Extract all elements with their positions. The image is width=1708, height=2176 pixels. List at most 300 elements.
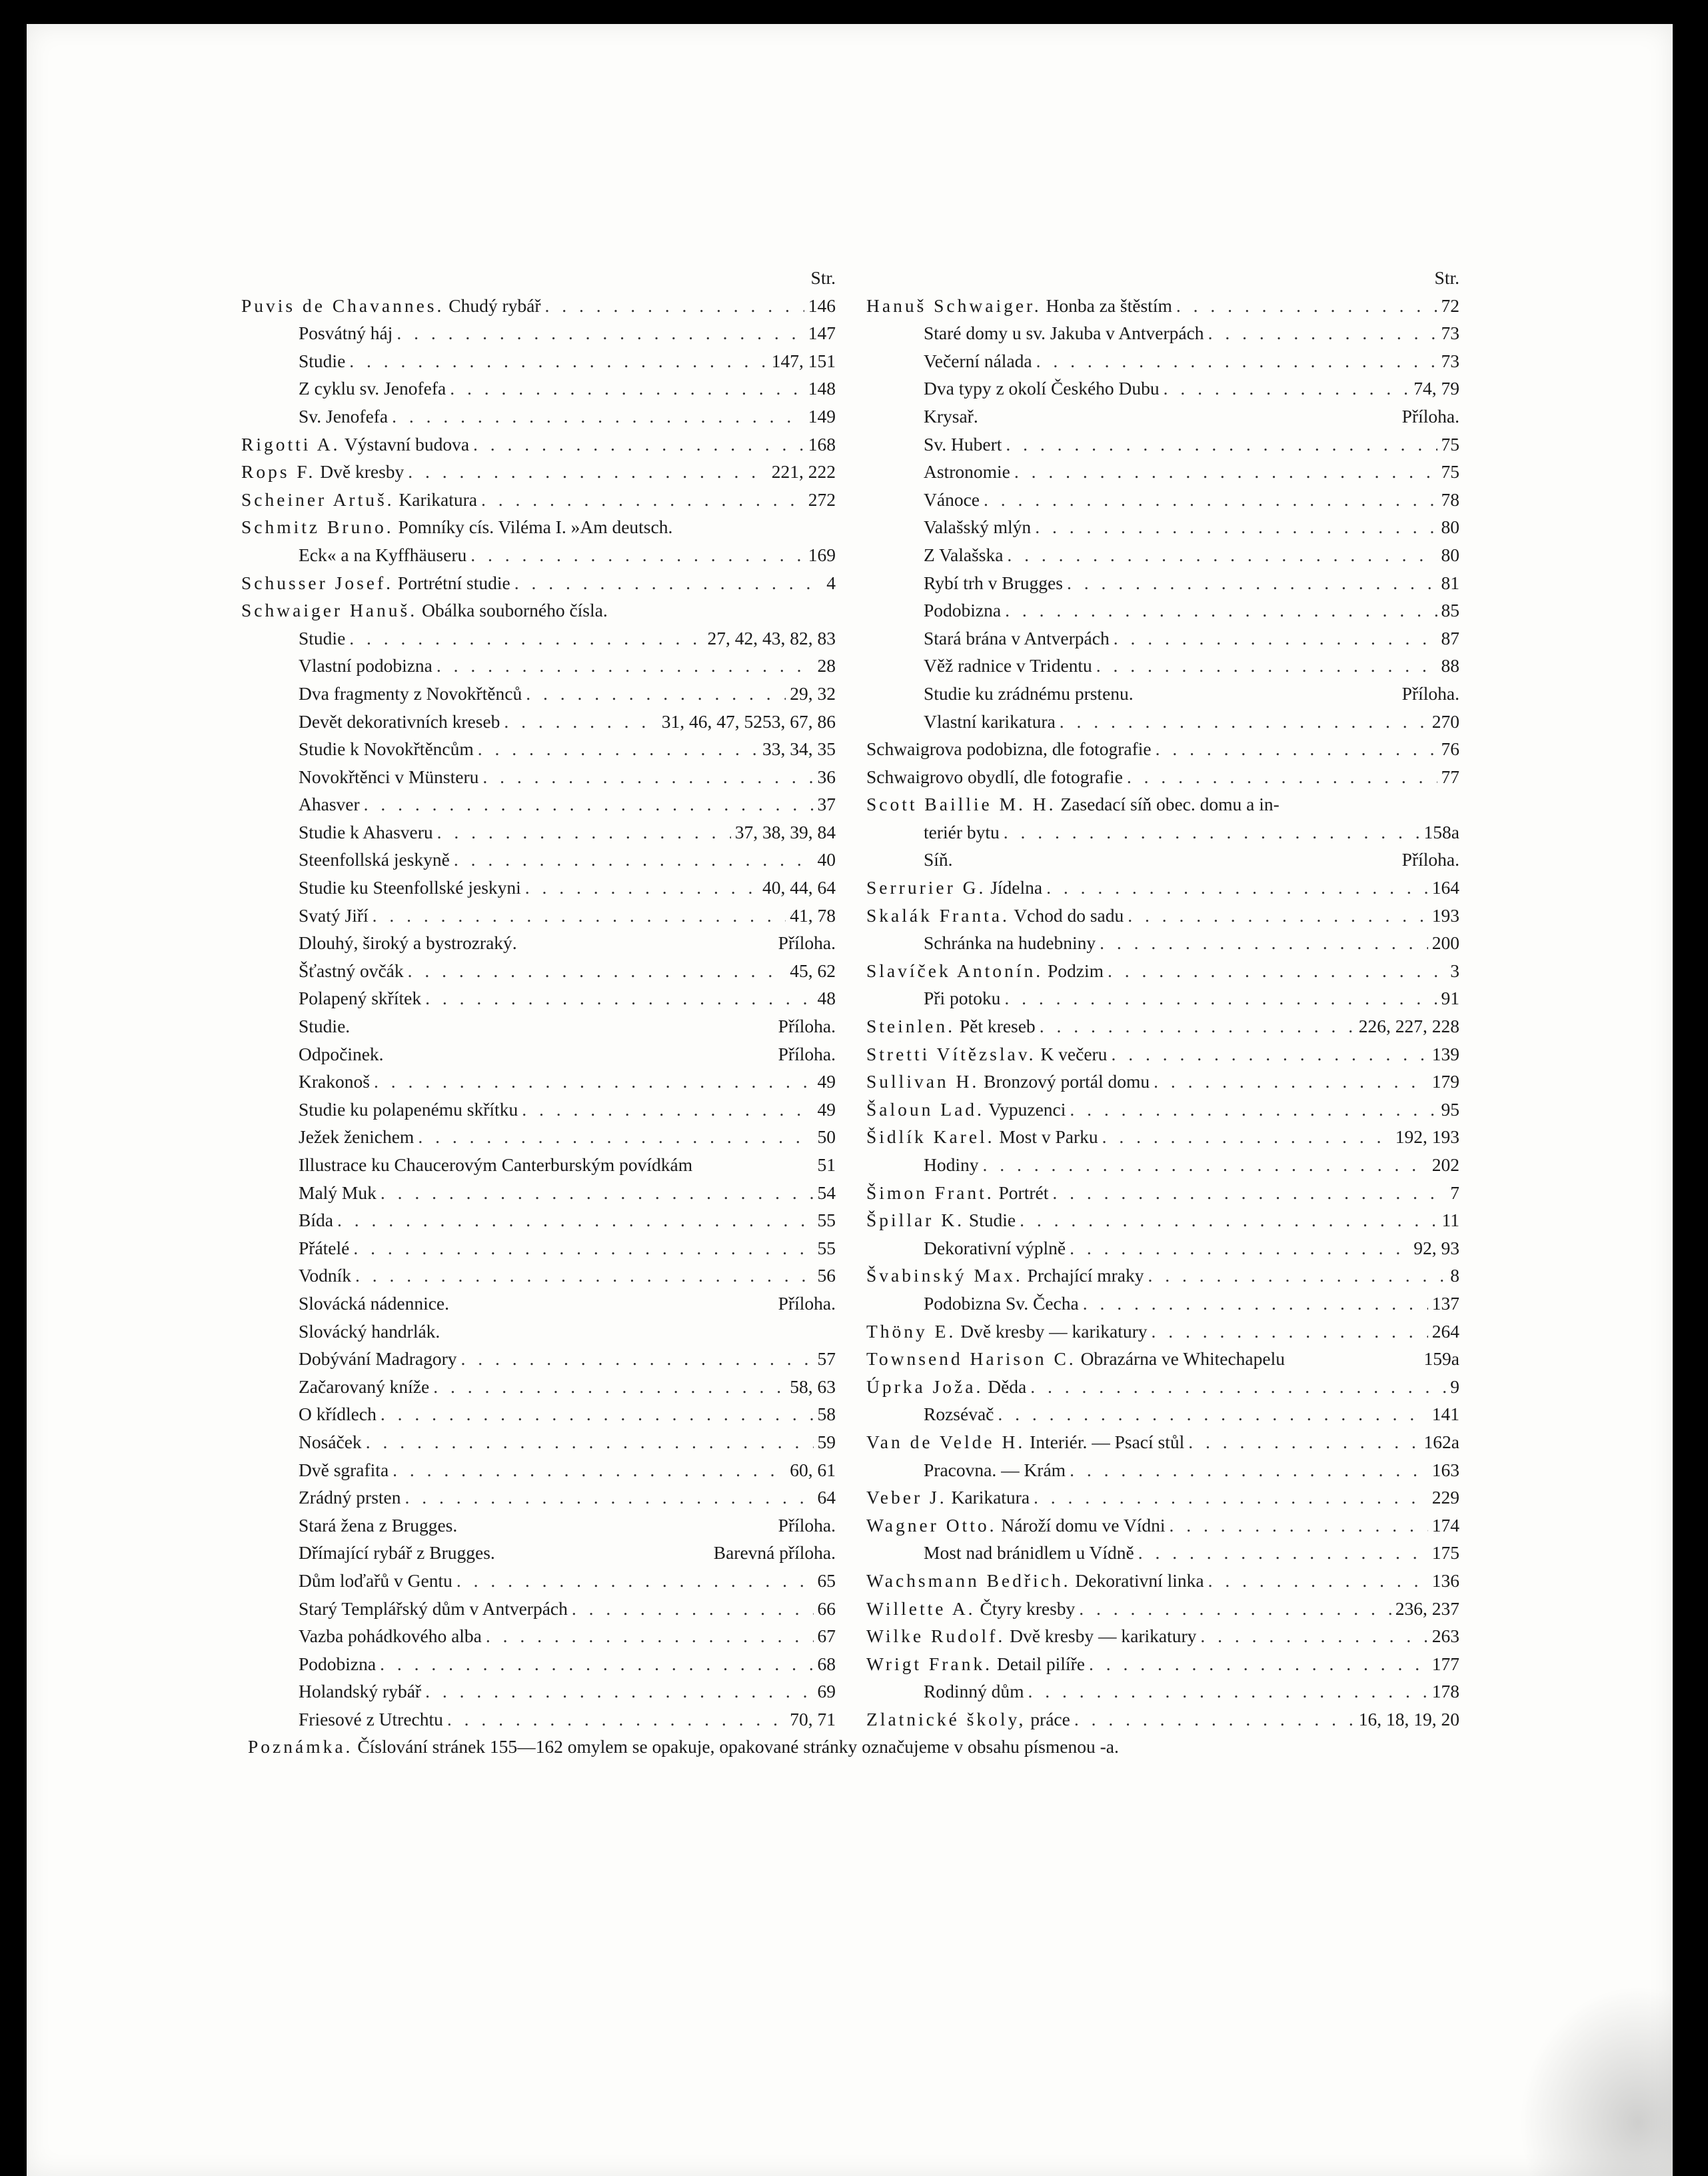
index-entry	[866, 1179, 1459, 1207]
entry-page: Barevná příloha.	[713, 1542, 836, 1564]
index-entry	[241, 1096, 836, 1124]
entry-name	[866, 1262, 1144, 1290]
entry-page: 45, 62	[790, 960, 836, 981]
entry-title: Rodinný dům	[924, 1681, 1024, 1702]
entry-name	[299, 1484, 401, 1512]
index-entry	[241, 1677, 836, 1705]
entry-title: Friesové z Utrechtu	[299, 1708, 443, 1729]
entry-name	[299, 347, 345, 375]
entry-page: 58	[817, 1404, 836, 1425]
entry-name	[241, 431, 469, 459]
entry-page: 59	[817, 1431, 836, 1452]
entry-author: Willette A.	[866, 1598, 976, 1619]
entry-title: Studie k Ahasveru	[299, 821, 433, 842]
index-entry	[866, 846, 1459, 874]
dot-leader	[998, 1400, 1427, 1428]
entry-author: Townsend Harison C.	[866, 1348, 1076, 1370]
index-entry	[241, 818, 836, 846]
entry-name	[924, 541, 1003, 569]
entry-page: Příloha.	[1401, 849, 1459, 870]
dot-leader	[478, 735, 758, 763]
dot-leader	[337, 1206, 814, 1234]
dot-leader	[349, 347, 767, 375]
index-entry	[866, 1068, 1459, 1096]
index-entry	[866, 431, 1459, 459]
entry-name	[924, 486, 980, 514]
dot-leader	[1170, 1512, 1428, 1540]
index-entry	[241, 292, 836, 320]
entry-title: Dvě kresby — karikatury	[1010, 1626, 1197, 1647]
dot-leader	[1208, 319, 1437, 347]
entry-page: 264	[1431, 1320, 1459, 1342]
entry-author: Wachsmann Bedřich.	[866, 1570, 1071, 1591]
entry-name	[924, 984, 1000, 1012]
dot-leader	[1060, 708, 1428, 736]
entry-page: 137	[1431, 1292, 1459, 1314]
entry-author: Úprka Joža.	[866, 1376, 984, 1397]
index-entry	[866, 708, 1459, 736]
entry-title: Podobizna	[299, 1653, 377, 1674]
entry-title: Stará žena z Brugges.	[299, 1514, 458, 1536]
dot-leader	[1127, 763, 1437, 791]
index-entry	[866, 1595, 1459, 1623]
entry-name	[299, 680, 522, 708]
dot-leader	[1040, 1012, 1355, 1040]
index-entry	[866, 319, 1459, 347]
entry-page: 272	[808, 489, 836, 510]
dot-leader	[473, 431, 804, 459]
entry-title: Vazba pohádkového alba	[299, 1626, 482, 1647]
dot-leader	[355, 1262, 814, 1290]
entry-page: 37	[817, 794, 836, 815]
index-entry	[866, 1206, 1459, 1234]
index-entry	[241, 1650, 836, 1678]
entry-title: Valašský mlýn	[924, 517, 1032, 538]
entry-name	[866, 1318, 1148, 1346]
dot-leader	[349, 624, 703, 652]
entry-page: 66	[817, 1598, 836, 1619]
entry-title: Vodník	[299, 1265, 351, 1286]
dot-leader	[381, 1400, 814, 1428]
entry-author: Steinlen.	[866, 1016, 956, 1037]
entry-page: 77	[1441, 766, 1459, 787]
entry-name	[299, 1123, 414, 1151]
entry-title: Dřímající rybář z Brugges.	[299, 1542, 495, 1564]
entry-author: Schusser Josef.	[241, 572, 394, 593]
entry-name	[866, 1179, 1048, 1207]
entry-name	[299, 375, 446, 403]
entry-page: 229	[1431, 1487, 1459, 1508]
index-entry	[866, 1318, 1459, 1346]
index-entry	[866, 874, 1459, 902]
entry-page: Příloha.	[778, 1016, 836, 1037]
dot-leader	[1005, 596, 1437, 624]
index-entry	[241, 680, 836, 708]
dot-leader	[436, 652, 814, 680]
entry-title: Studie.	[299, 1016, 351, 1037]
entry-name	[924, 680, 1134, 708]
entry-name	[299, 1567, 452, 1595]
entry-page: 49	[817, 1098, 836, 1120]
index-entry	[241, 375, 836, 403]
entry-author: Schmitz Bruno.	[241, 517, 394, 538]
index-entry	[866, 1096, 1459, 1124]
entry-author: Serrurier G.	[866, 877, 986, 898]
dot-leader	[408, 957, 786, 985]
entry-name	[866, 1650, 1085, 1678]
index-entry	[866, 1484, 1459, 1512]
entry-page: 37, 38, 39, 84	[734, 821, 836, 842]
dot-leader	[1100, 929, 1428, 957]
dot-leader	[1138, 1539, 1428, 1567]
entry-page: 33, 34, 35	[762, 738, 836, 760]
dot-leader	[1164, 375, 1410, 403]
dot-leader	[1070, 1096, 1437, 1124]
entry-name	[924, 347, 1032, 375]
dot-leader	[1007, 541, 1437, 569]
entry-page: 80	[1441, 517, 1459, 538]
index-entry	[241, 1567, 836, 1595]
entry-page: 7	[1450, 1182, 1459, 1203]
entry-title: Dlouhý, široký a bystrozraký.	[299, 932, 517, 954]
entry-title: Dva fragmenty z Novokřtěnců	[299, 682, 522, 704]
entry-title: Stará brána v Antverpách	[924, 627, 1110, 648]
dot-leader	[393, 1456, 786, 1484]
entry-name	[924, 596, 1001, 624]
dot-leader	[408, 458, 767, 486]
entry-name	[866, 1622, 1196, 1650]
index-entry	[241, 1622, 836, 1650]
entry-title: Při potoku	[924, 988, 1001, 1009]
index-entry	[241, 347, 836, 375]
entry-name	[866, 790, 1280, 818]
dot-leader	[522, 1096, 813, 1124]
entry-title: Karikatura	[399, 489, 478, 510]
entry-title: Polapený skřítek	[299, 988, 422, 1009]
entry-name	[924, 1677, 1024, 1705]
entry-author: Van de Velde H.	[866, 1431, 1026, 1452]
entry-title: Studie	[299, 350, 346, 371]
entry-page: 3	[1450, 960, 1459, 981]
entry-name	[299, 790, 360, 818]
entry-title: Portrét	[998, 1182, 1049, 1203]
index-entry	[241, 735, 836, 763]
dot-leader	[1074, 1705, 1355, 1733]
entry-author: Rops F.	[241, 461, 316, 483]
entry-page: 27, 42, 43, 82, 83	[707, 627, 836, 648]
entry-name	[299, 624, 345, 652]
entry-page: 85	[1441, 600, 1459, 621]
entry-page: 92, 93	[1413, 1237, 1459, 1258]
entry-page: 174	[1431, 1514, 1459, 1536]
entry-page: 76	[1441, 738, 1459, 760]
entry-title: Schwaigrovo obydlí, dle fotografie	[866, 766, 1123, 787]
entry-name	[924, 375, 1160, 403]
dot-leader	[1108, 957, 1446, 985]
dot-leader	[374, 1068, 814, 1096]
entry-author: Šidlík Karel.	[866, 1126, 995, 1148]
index-entry	[866, 1567, 1459, 1595]
entry-title: Staré domy u sv. Jakuba v Antverpách	[924, 323, 1204, 344]
entry-title: Interiér. — Psací stůl	[1030, 1431, 1185, 1452]
dot-leader	[397, 319, 804, 347]
entry-name	[299, 1428, 362, 1456]
dot-leader	[1035, 513, 1437, 541]
entry-name	[299, 652, 432, 680]
entry-page: 36	[817, 766, 836, 787]
index-entry	[866, 1373, 1459, 1401]
index-entry	[241, 929, 836, 957]
index-entry	[866, 1512, 1459, 1540]
dot-leader	[418, 1123, 813, 1151]
entry-page: 70, 71	[790, 1708, 836, 1729]
index-entry	[866, 790, 1459, 818]
index-entry	[866, 902, 1459, 930]
entry-list	[241, 292, 836, 1733]
dot-leader	[1067, 569, 1437, 597]
entry-page: 72	[1441, 295, 1459, 316]
index-entry	[241, 596, 836, 624]
dot-leader	[353, 1234, 813, 1262]
entry-title: Illustrace ku Chaucerovým Canterburským povídkám	[299, 1154, 693, 1175]
entry-title: Studie	[968, 1210, 1016, 1231]
dot-leader	[1070, 1234, 1409, 1262]
index-entry	[866, 1428, 1459, 1456]
entry-name	[299, 319, 393, 347]
entry-name	[299, 874, 521, 902]
index-entry	[866, 624, 1459, 652]
index-entry	[866, 1123, 1459, 1151]
entry-title: Studie ku zrádnému prstenu.	[924, 682, 1134, 704]
entry-page: 146	[808, 295, 836, 316]
entry-title: Sv. Hubert	[924, 433, 1002, 455]
entry-page: 221, 222	[771, 461, 836, 483]
index-entry	[241, 1206, 836, 1234]
entry-title: Karikatura	[951, 1487, 1030, 1508]
dot-leader	[545, 292, 804, 320]
index-entry	[241, 1539, 836, 1567]
dot-leader	[1036, 347, 1437, 375]
dot-leader	[381, 1179, 814, 1207]
entry-page: 81	[1441, 572, 1459, 593]
entry-title: Ježek ženichem	[299, 1126, 415, 1148]
entry-author: Šimon Frant.	[866, 1182, 994, 1203]
entry-title: Bronzový portál domu	[984, 1071, 1150, 1092]
entry-title: Nosáček	[299, 1431, 362, 1452]
entry-page: 31, 46, 47, 5253, 67, 86	[661, 710, 836, 732]
entry-author: Stretti Vítězslav.	[866, 1043, 1036, 1064]
entry-page: 78	[1441, 489, 1459, 510]
entry-author: Scheiner Artuš.	[241, 489, 395, 510]
dot-leader	[1006, 431, 1437, 459]
entry-name	[924, 652, 1092, 680]
entry-page: 163	[1431, 1459, 1459, 1480]
dot-leader	[1188, 1428, 1419, 1456]
index-entry	[866, 763, 1459, 791]
entry-author: Šaloun Lad.	[866, 1098, 984, 1120]
entry-title: Vchod do sadu	[1014, 904, 1124, 926]
entry-title: Rybí trh v Brugges	[924, 572, 1063, 593]
index-entry	[241, 1179, 836, 1207]
entry-title: Zasedací síň obec. domu a in-	[1060, 794, 1280, 815]
entry-title: Vánoce	[924, 489, 980, 510]
entry-name	[866, 1345, 1285, 1373]
entry-title: Dvě kresby	[320, 461, 405, 483]
page-number-header: Str.	[1434, 267, 1459, 288]
index-entry	[866, 375, 1459, 403]
dot-leader	[1004, 818, 1420, 846]
entry-page: 50	[817, 1126, 836, 1148]
dot-leader	[425, 1677, 813, 1705]
entry-page: 56	[817, 1265, 836, 1286]
dot-leader	[454, 846, 814, 874]
entry-page: 60, 61	[790, 1459, 836, 1480]
entry-name	[866, 1428, 1184, 1456]
index-entry	[241, 846, 836, 874]
dot-leader	[392, 403, 804, 431]
index-entry	[866, 735, 1459, 763]
index-entry	[866, 486, 1459, 514]
dot-leader	[1004, 984, 1437, 1012]
entry-title: Malý Muk	[299, 1182, 377, 1203]
dot-leader	[1028, 1677, 1428, 1705]
entry-title: Z Valašska	[924, 544, 1004, 565]
dot-leader	[405, 1484, 814, 1512]
dot-leader	[450, 375, 804, 403]
entry-title: Rozsévač	[924, 1404, 994, 1425]
dot-leader	[1102, 1123, 1391, 1151]
dot-leader	[1014, 458, 1437, 486]
entry-name	[299, 403, 388, 431]
entry-name	[299, 1179, 377, 1207]
index-entry	[241, 957, 836, 985]
entry-title: Vlastní podobizna	[299, 655, 432, 676]
entry-name	[924, 431, 1002, 459]
entry-page: 68	[817, 1653, 836, 1674]
entry-page: Příloha.	[778, 1292, 836, 1314]
entry-name	[866, 1567, 1204, 1595]
index-entry	[866, 513, 1459, 541]
index-entry	[241, 1290, 836, 1318]
entry-title: Krysař.	[924, 405, 978, 427]
entry-name	[866, 1123, 1098, 1151]
entry-title: Bída	[299, 1210, 333, 1231]
entry-page: 80	[1441, 544, 1459, 565]
entry-name	[241, 596, 608, 624]
index-entry	[241, 1512, 836, 1540]
dot-leader	[366, 1428, 814, 1456]
entry-author: Wrigt Frank.	[866, 1653, 992, 1674]
dot-leader	[514, 569, 823, 597]
entry-name	[241, 569, 510, 597]
entry-title: Pět kreseb	[959, 1016, 1036, 1037]
entry-title: Pracovna. — Krám	[924, 1459, 1066, 1480]
entry-title: Slovácká nádennice.	[299, 1292, 450, 1314]
dot-leader	[1200, 1622, 1427, 1650]
entry-page: 139	[1431, 1043, 1459, 1064]
entry-title: Schwaigrova podobizna, dle fotografie	[866, 738, 1152, 760]
index-entry	[241, 1234, 836, 1262]
index-entry	[241, 1595, 836, 1623]
entry-name	[924, 513, 1031, 541]
entry-name	[299, 708, 500, 736]
entry-title: Detail pilíře	[996, 1653, 1085, 1674]
entry-page: 69	[817, 1681, 836, 1702]
entry-page: 147, 151	[771, 350, 836, 371]
dot-leader	[1046, 874, 1428, 902]
entry-page: 8	[1450, 1265, 1459, 1286]
dot-leader	[470, 541, 804, 569]
index-entry	[241, 486, 836, 514]
index-entry	[241, 1705, 836, 1733]
entry-page: 226, 227, 228	[1358, 1016, 1459, 1037]
entry-name	[866, 292, 1172, 320]
entry-name	[299, 1151, 692, 1179]
entry-title: Podobizna Sv. Čecha	[924, 1292, 1079, 1314]
index-entry	[866, 1677, 1459, 1705]
index-entry	[241, 1318, 836, 1346]
entry-page: 178	[1431, 1681, 1459, 1702]
entry-page: 58, 63	[790, 1376, 836, 1397]
entry-page: 179	[1431, 1071, 1459, 1092]
entry-author: Puvis de Chavannes.	[241, 295, 444, 316]
entry-list	[866, 292, 1459, 1733]
entry-title: Dekorativní linka	[1075, 1570, 1204, 1591]
index-entry	[241, 1012, 836, 1040]
entry-author: Hanuš Schwaiger.	[866, 295, 1042, 316]
entry-name	[241, 458, 404, 486]
dot-leader	[481, 486, 804, 514]
entry-name	[924, 929, 1096, 957]
dot-leader	[1156, 735, 1437, 763]
entry-page: 40, 44, 64	[762, 877, 836, 898]
entry-name	[299, 763, 478, 791]
entry-title: Odpočinek.	[299, 1043, 384, 1064]
index-entry	[866, 1622, 1459, 1650]
entry-title: Starý Templářský dům v Antverpách	[299, 1598, 568, 1619]
entry-name	[299, 1345, 457, 1373]
entry-name	[866, 1040, 1107, 1068]
entry-author: Slavíček Antonín.	[866, 960, 1044, 981]
entry-page: 162a	[1423, 1431, 1459, 1452]
entry-title: Holandský rybář	[299, 1681, 422, 1702]
entry-title: Dům loďařů v Gentu	[299, 1570, 452, 1591]
entry-name	[866, 1206, 1016, 1234]
entry-title: Z cyklu sv. Jenofefa	[299, 378, 446, 399]
entry-author: Thöny E.	[866, 1320, 956, 1342]
entry-page: 55	[817, 1237, 836, 1258]
entry-page: 29, 32	[790, 682, 836, 704]
index-entry	[866, 680, 1459, 708]
entry-title: Most v Parku	[999, 1126, 1098, 1148]
entry-page: 48	[817, 988, 836, 1009]
dot-leader	[1176, 292, 1437, 320]
dot-leader	[380, 1650, 813, 1678]
index-entry	[241, 1040, 836, 1068]
entry-name	[866, 1512, 1166, 1540]
entry-page: 57	[817, 1348, 836, 1370]
entry-title: Podobizna	[924, 600, 1002, 621]
entry-name	[924, 818, 1000, 846]
index-entry	[241, 652, 836, 680]
entry-name	[924, 708, 1056, 736]
index-entry	[866, 596, 1459, 624]
entry-title: Most nad bránidlem u Vídně	[924, 1542, 1134, 1564]
index-entry	[866, 347, 1459, 375]
entry-name	[866, 1012, 1036, 1040]
dot-leader	[425, 984, 813, 1012]
index-column-left	[241, 264, 836, 1733]
